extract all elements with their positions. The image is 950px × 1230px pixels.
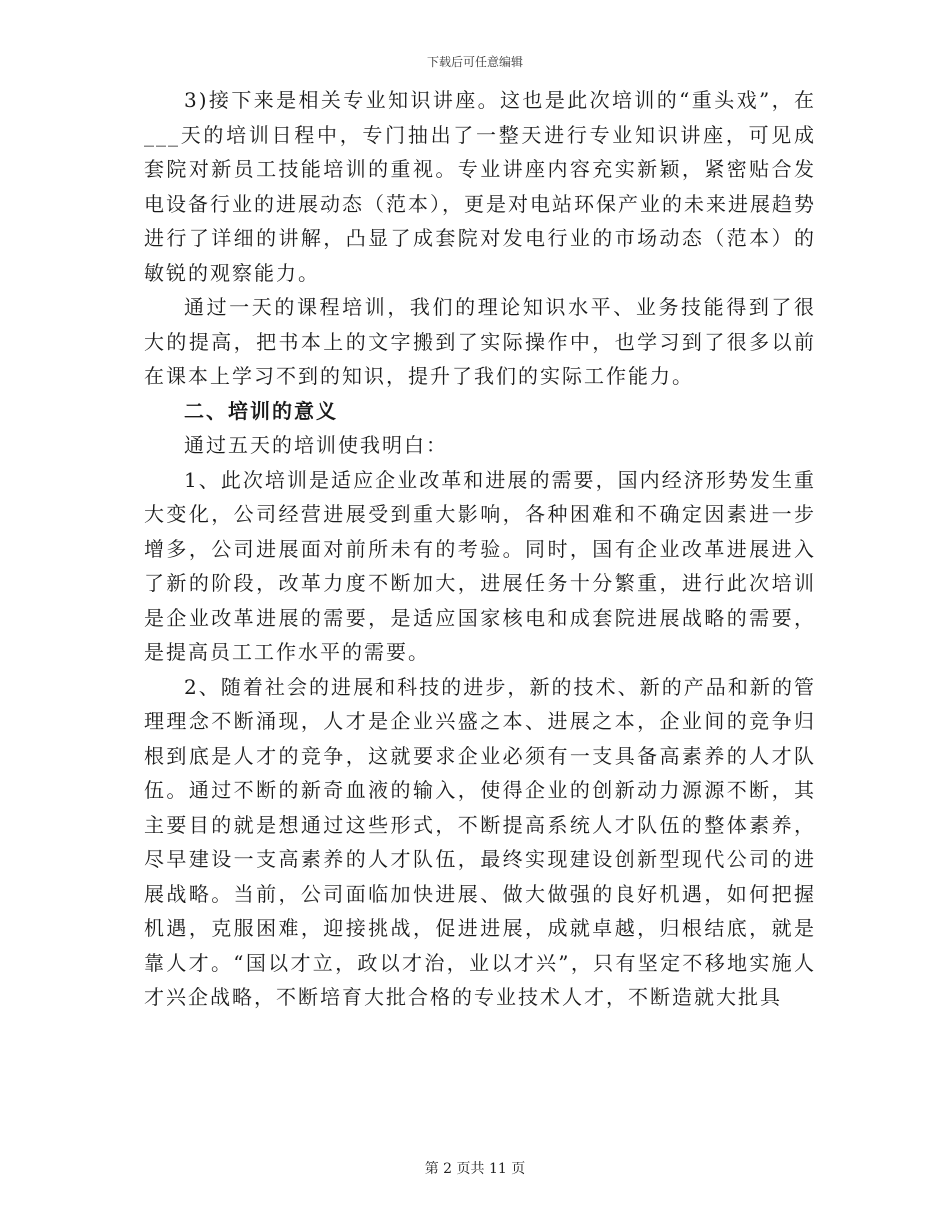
- document-body: [144, 83, 816, 1015]
- page-header: 下载后可任意编辑: [426, 55, 523, 69]
- section-heading: 二、培训的意义: [184, 398, 338, 423]
- paragraph-intro: 通过五天的培训使我明白：: [184, 433, 448, 457]
- paragraph-summary: 通过一天的课程培训，我们的理论知识水平、业务技能得到了很大的提高，把书本上的文字搬到了实际操作中，也学习到了很多以前在课本上学习不到的知识，提升了我们的实际工作能力。: [144, 295, 816, 388]
- paragraph-lecture: 3)接下来是相关专业知识讲座。这也是此次培训的“重头戏”，在___天的培训日程中，专门抽出了一整天进行专业知识讲座，可见成套院对新员工技能培训的重视。专业讲座内容充实新颖，紧密贴合发电设备行业的进展动态（范本），更是对电站环保产业的未来进展趋势进行了详细的讲解，凸显了成套院对发电行业的市场动态（范本）的敏锐的观察能力。: [144, 88, 816, 285]
- page-number: 第 2 页共 11 页: [424, 1161, 526, 1177]
- paragraph-point-2: 2、随着社会的进展和科技的进步，新的技术、新的产品和新的管理理念不断涌现，人才是企业兴盛之本、进展之本，企业间的竞争归根到底是人才的竞争，这就要求企业必须有一支具备高素养的人才队伍。通过不断的新奇血液的输入，使得企业的创新动力源源不断，其主要目的就是想通过这些形式，不断提高系统人才队伍的整体素养，尽早建设一支高素养的人才队伍，最终实现建设创新型现代公司的进展战略。当前，公司面临加快进展、做大做强的良好机遇，如何把握机遇，克服困难，迎接挑战，促进进展，成就卓越，归根结底，就是靠人才。“国以才立，政以才治，业以才兴”，只有坚定不移地实施人才兴企战略，不断培育大批合格的专业技术人才，不断造就大批具: [144, 674, 816, 1009]
- paragraph-point-1: 1、此次培训是适应企业改革和进展的需要，国内经济形势发生重大变化，公司经营进展受到重大影响，各种困难和不确定因素进一步增多，公司进展面对前所未有的考验。同时，国有企业改革进展进入了新的阶段，改革力度不断加大，进展任务十分繁重，进行此次培训是企业改革进展的需要，是适应国家核电和成套院进展战略的需要，是提高员工工作水平的需要。: [144, 467, 816, 664]
